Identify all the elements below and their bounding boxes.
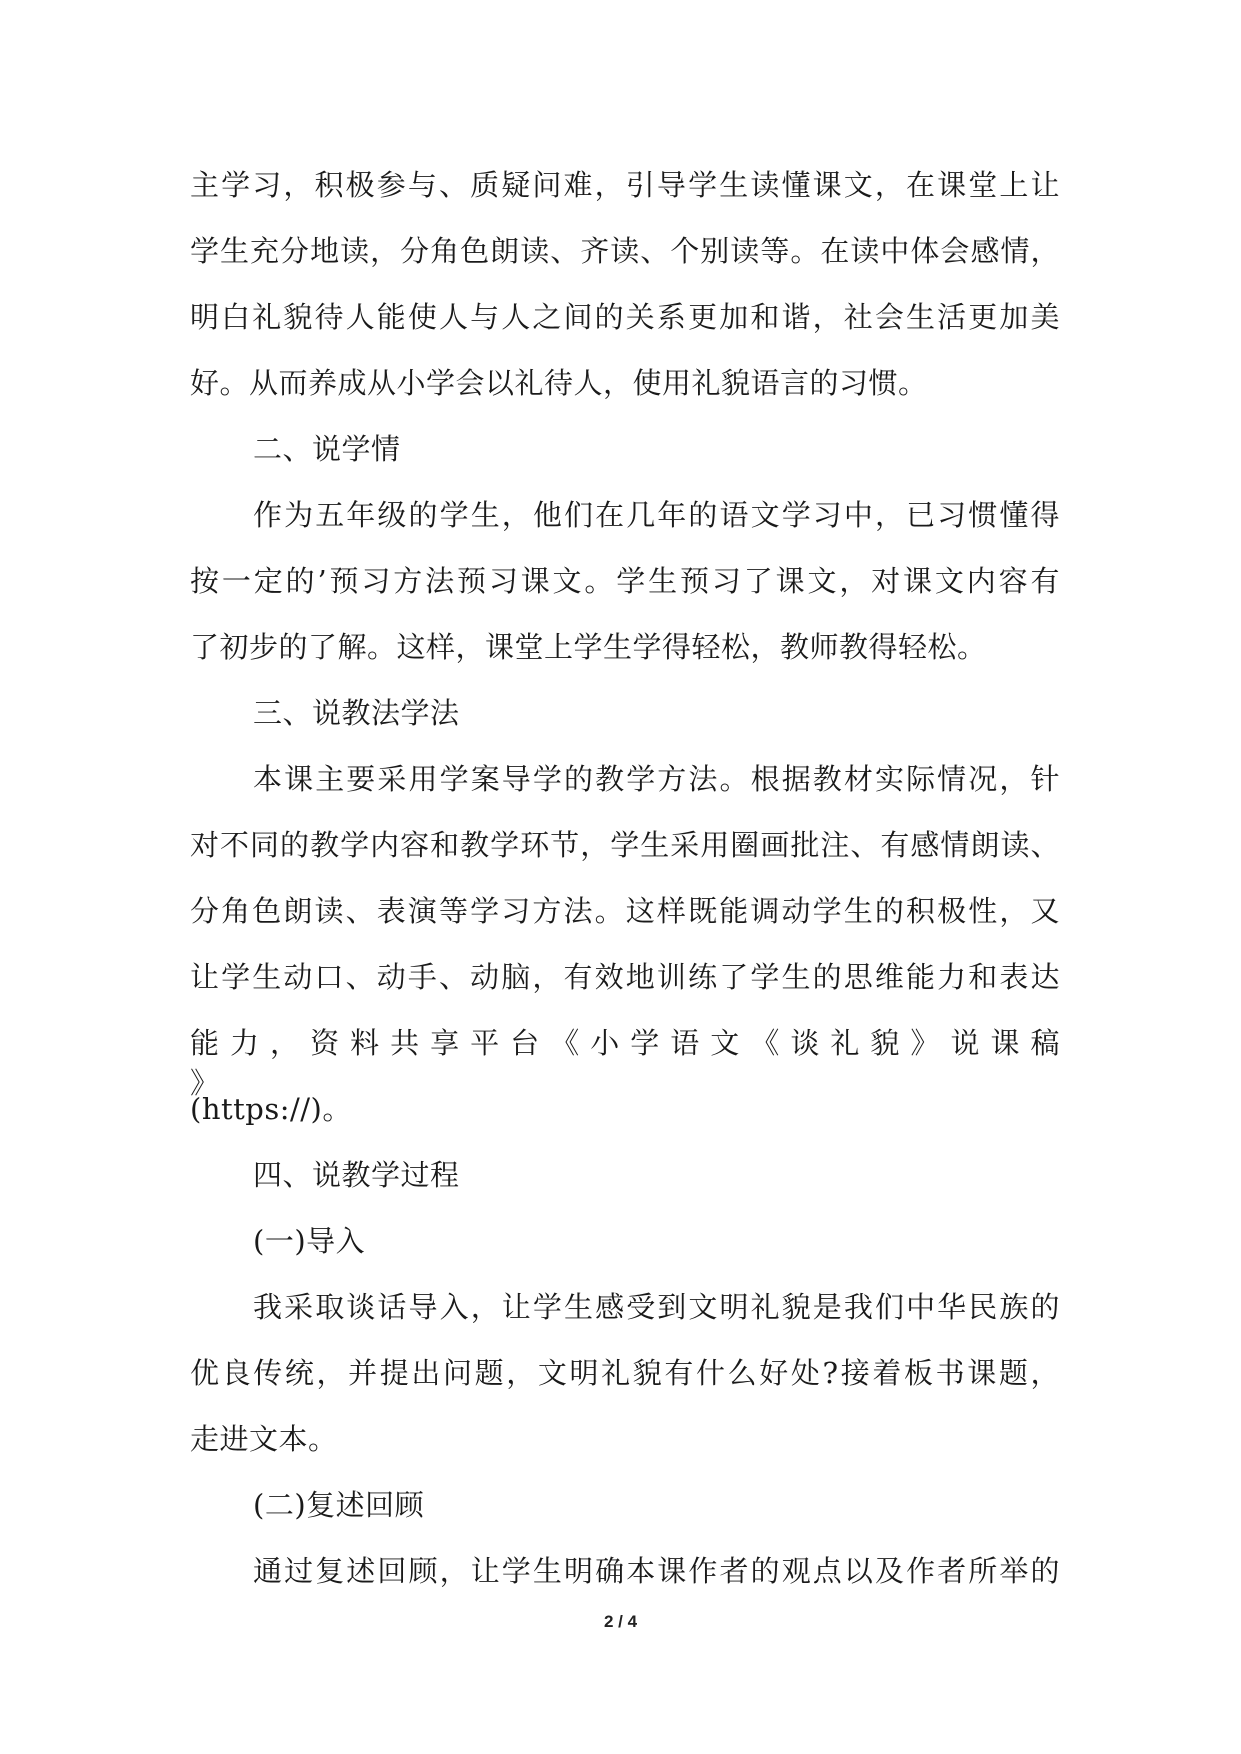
body-text-line: 通过复述回顾，让学生明确本课作者的观点以及作者所举的: [253, 1554, 1060, 1588]
section-heading: 四、说教学过程: [253, 1158, 460, 1192]
body-text-line: 我采取谈话导入，让学生感受到文明礼貌是我们中华民族的: [253, 1290, 1060, 1324]
body-text-line: 作为五年级的学生，他们在几年的语文学习中，已习惯懂得: [253, 498, 1060, 532]
body-text-line: 让学生动口、动手、动脑，有效地训练了学生的思维能力和表达: [190, 960, 1060, 994]
section-heading: 二、说学情: [253, 432, 401, 466]
body-text-line: 分角色朗读、表演等学习方法。这样既能调动学生的积极性，又: [190, 894, 1060, 928]
body-text-line: 对不同的教学内容和教学环节，学生采用圈画批注、有感情朗读、: [190, 828, 1060, 862]
body-text-line: 好。从而养成从小学会以礼待人，使用礼貌语言的习惯。: [190, 366, 928, 400]
body-text-line: 优良传统，并提出问题，文明礼貌有什么好处?接着板书课题，: [190, 1356, 1060, 1390]
subsection-heading: (二)复述回顾: [253, 1488, 425, 1522]
body-text-line: 按一定的’预习方法预习课文。学生预习了课文，对课文内容有: [190, 564, 1060, 598]
subsection-heading: (一)导入: [253, 1224, 366, 1258]
body-text-line: 明白礼貌待人能使人与人之间的关系更加和谐，社会生活更加美: [190, 300, 1060, 334]
body-text-line: 走进文本。: [190, 1422, 338, 1456]
section-heading: 三、说教法学法: [253, 696, 460, 730]
body-text-line: 本课主要采用学案导学的教学方法。根据教材实际情况，针: [253, 762, 1060, 796]
body-text-line: 了初步的了解。这样，课堂上学生学得轻松，教师教得轻松。: [190, 630, 987, 664]
body-text-line: (https://)。: [190, 1092, 352, 1126]
page-number: 2 / 4: [603, 1612, 638, 1631]
body-text-line: 能 力 ， 资 料 共 享 平 台 《 小 学 语 文 《 谈 礼 貌 》 说 课 稿 》: [190, 1026, 1060, 1100]
body-text-line: 主学习，积极参与、质疑问难，引导学生读懂课文，在课堂上让: [190, 168, 1060, 202]
body-text-line: 学生充分地读，分角色朗读、齐读、个别读等。在读中体会感情，: [190, 234, 1060, 268]
